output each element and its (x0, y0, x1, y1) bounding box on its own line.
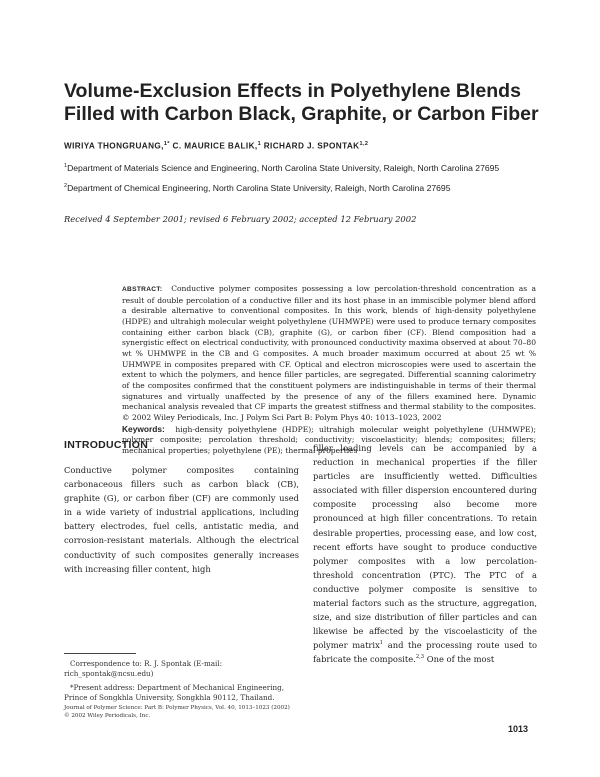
author-2-affil: 1 (257, 141, 262, 147)
author-1: WIRIYA THONGRUANG, (64, 141, 164, 151)
citation-1[interactable]: 1 (379, 640, 384, 647)
intro-column-2 (313, 441, 537, 667)
author-list (64, 141, 368, 151)
col2-text-b: and the processing route used to fabricate the composite. (313, 640, 537, 665)
correspondence-note: Correspondence to: R. J. Spontak (E-mail: rich_spontak@ncsu.edu) (64, 659, 223, 678)
affiliation-2 (64, 183, 450, 193)
page-number: 1013 (508, 724, 529, 734)
received-dates: Received 4 September 2001; revised 6 February 2002; accepted 12 February 2002 (64, 214, 417, 224)
affiliation-1 (64, 163, 499, 173)
author-3-affil: 1,2 (359, 141, 369, 147)
present-address-note: *Present address: Department of Mechanical Engineering, Prince of Songkhla University, Songkhla 90112, Thailand. (64, 683, 285, 702)
copyright-line: © 2002 Wiley Periodicals, Inc. (64, 713, 151, 720)
keywords-text: high-density polyethylene (HDPE); ultrahigh molecular weight polyethylene (UHMWPE); polymer composite; percolation threshold; conductivity; viscoelasticity; blends; composites; fillers; mechanical properties; polyethylene (PE); thermal properties (122, 424, 536, 455)
journal-citation: Journal of Polymer Science: Part B: Polymer Physics, Vol. 40, 1013–1023 (2002) (64, 705, 290, 711)
footnote-rule (64, 653, 136, 654)
journal-info (64, 704, 290, 720)
affiliation-1-mark: 1 (64, 163, 68, 170)
author-1-affil: 1* (163, 141, 170, 147)
abstract (122, 284, 536, 457)
affiliation-2-mark: 2 (64, 183, 68, 190)
author-3: RICHARD J. SPONTAK (263, 141, 360, 151)
intro-column-1: Conductive polymer composites containing carbonaceous fillers such as carbon black (CB), graphite (G), or carbon fiber (CF) are commonly used in a wide variety of industrial applications, including battery electrodes, fuel cells, antistatic media, and corrosion-resistant materials. Although the electrical conductivity of such composites generally increases with increasing filler content, high (64, 465, 299, 574)
col2-text-a: filler loading levels can be accompanied by a reduction in mechanical properties if the filler particles are insufficiently wetted. Difficulties associated with filler dispersion encountered during composite processing also become more pronounced at high filler concentrations. To retain desirable properties, processing ease, and low cost, recent efforts have sought to produce conductive polymer composites with a low percolation-threshold concentration (PTC). The PTC of a conductive polymer composite is sensitive to material factors such as the structure, aggregation, size, and size distribution of filler particles and can likewise be affected by the viscoelasticity of the polymer matrix (313, 443, 537, 651)
col2-text-c: One of the most (424, 654, 495, 665)
author-2: C. MAURICE BALIK, (172, 141, 258, 151)
affiliation-2-text: Department of Chemical Engineering, North Carolina State University, Raleigh, North Carolina 27695 (67, 183, 451, 193)
article-title: Volume-Exclusion Effects in Polyethylene Blends Filled with Carbon Black, Graphite, or Carbon Fiber (64, 80, 539, 125)
abstract-text: Conductive polymer composites possessing a low percolation-threshold concentration as a result of double percolation of a conductive filler and its host phase in an immiscible polymer blend afford a desirable alternative to conventional composites. In this work, blends of high-density polyethylene (HDPE) and ultrahigh molecular weight polyethylene (UHMWPE) were used to produce ternary composites containing either carbon black (CB), graphite (G), or carbon fiber (CF). Blend composition had a synergistic effect on electrical conductivity, with pronounced conductivity maxima observed at about 70–80 wt % UHMWPE in the CB and G composites. A much broader maximum occurred at about 25 wt % UHMWPE in composites prepared with CF. Optical and electron microscopies were used to ascertain the extent to which the polymers, and hence filler particles, are segregated. Differential scanning calorimetry of the composites confirmed that the constituent polymers are indistinguishable in terms of their thermal signatures and virtually unaffected by the presence of any of the fillers examined here. Dynamic mechanical analysis revealed that CF imparts the greatest stiffness and thermal stability to the composites. © 2002 Wiley Periodicals, Inc. J Polym Sci Part B: Polym Phys 40: 1013–1023, 2002 (122, 284, 536, 422)
abstract-label: ABSTRACT: (122, 286, 163, 293)
affiliation-1-text: Department of Materials Science and Engineering, North Carolina State University, Raleigh, North Carolina 27695 (67, 163, 500, 173)
section-heading: INTRODUCTION (64, 439, 149, 451)
citation-2-3[interactable]: 2,3 (415, 654, 425, 661)
keywords-label: Keywords: (122, 423, 165, 434)
